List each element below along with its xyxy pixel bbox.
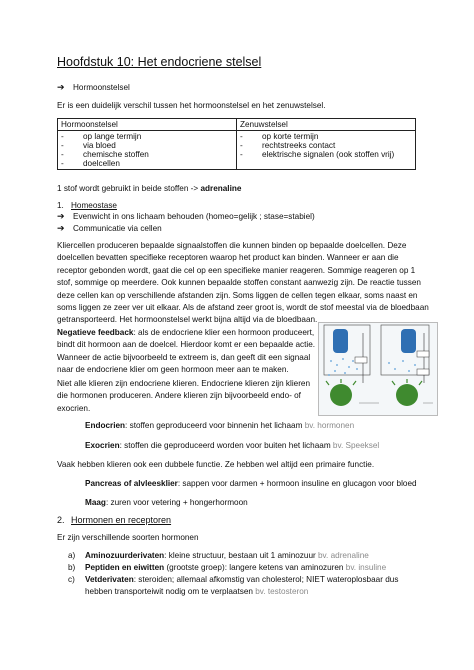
adrenaline-line: 1 stof wordt gebruikt in beide stoffen -> adrenaline <box>57 184 242 193</box>
target-cell-left <box>330 384 352 406</box>
target-cell-right <box>396 384 418 406</box>
hormone-type-c: Vetderivaten: steroiden; allemaal afkomstig van cholesterol; NIET wateroplosbaar dus <box>85 575 399 584</box>
list-item: - via bloed <box>61 141 116 150</box>
glands-paragraph: Niet alle klieren zijn endocriene klieren. Endocriene klieren zijn klieren die hormonen produceren. Andere klieren zijn bijvoorbeeld endo- of exocrien. <box>57 379 311 413</box>
diagram-illustration <box>319 323 437 415</box>
section-1-title: Homeostase <box>71 201 117 210</box>
hormone-type-c-continued: hebben transporteiwit nodig om te verplaatsen bv. testosteron <box>85 587 309 596</box>
table-cell-nerve <box>237 131 416 170</box>
section-2-intro: Er zijn verschillende soorten hormonen <box>57 533 199 542</box>
hormone-type-letter: c) <box>68 575 75 584</box>
arrow-right-icon: ➔ <box>57 82 65 92</box>
arrow-right-icon: ➔ <box>57 211 65 221</box>
list-item: - op lange termijn <box>61 132 142 141</box>
double-function-text: Vaak hebben klieren ook een dubbele functie. Ze hebben wel altijd een primaire functie. <box>57 460 375 469</box>
arrow-right-icon: ➔ <box>57 223 65 233</box>
gland-cell-left <box>333 329 348 353</box>
section-2-number: 2. <box>57 515 65 525</box>
pancreas-definition: Pancreas of alvleesklier: sappen voor darmen + hormoon insuline en glucagon voor bloed <box>85 479 417 488</box>
section-2-title: Hormonen en receptoren <box>71 515 172 525</box>
feedback-paragraph: Negatieve feedback: als de endocriene klier een hormoon produceert, bindt dit hormoon aan de doelcel. Hierdoor komt er een bepaalde actie. Wanneer de actie bijvoorbeeld te extreem is, dan geeft dit een signaal naar de endocriene klier om geen hormoon meer aan te maken. <box>57 328 316 375</box>
hormone-type-letter: a) <box>68 551 76 560</box>
endocrine-definition: Endocrien: stoffen geproduceerd voor binnenin het lichaam bv. hormonen <box>85 421 355 430</box>
page-title: Hoofdstuk 10: Het endocriene stelsel <box>57 55 262 69</box>
list-item: - doelcellen <box>61 159 120 168</box>
hormone-type-b: Peptiden en eiwitten (grootste groep): langere ketens van aminozuren bv. insuline <box>85 563 387 572</box>
section-1-number: 1. <box>57 201 64 210</box>
list-item: - elektrische signalen (ook stoffen vrij) <box>240 150 395 159</box>
list-item: - op korte termijn <box>240 132 319 141</box>
comparison-table <box>57 118 416 170</box>
section-1-bullet-2: Communicatie via cellen <box>73 224 162 233</box>
exocrine-definition: Exocrien: stoffen die geproduceerd worden voor buiten het lichaam bv. Speeksel <box>85 441 380 450</box>
table-header-nerve: Zenuwstelsel <box>237 119 416 131</box>
hormone-type-a: Aminozuurderivaten: kleine structuur, bestaan uit 1 aminozuur bv. adrenaline <box>85 551 369 560</box>
list-item: - rechtstreeks contact <box>240 141 336 150</box>
stomach-definition: Maag: zuren voor vetering + hongerhormoon <box>85 498 248 507</box>
intro-text: Er is een duidelijk verschil tussen het hormoonstelsel en het zenuwstelsel. <box>57 101 326 110</box>
section-1-bullet-1: Evenwicht in ons lichaam behouden (homeo=gelijk ; stase=stabiel) <box>73 212 315 221</box>
table-header-hormone: Hormoonstelsel <box>58 119 237 131</box>
table-cell-hormone <box>58 131 237 170</box>
intro-heading: Hormoonstelsel <box>73 83 130 92</box>
list-item: - chemische stoffen <box>61 150 149 159</box>
hormone-type-letter: b) <box>68 563 76 572</box>
homeostasis-paragraph: Kliercellen produceren bepaalde signaalstoffen die kunnen binden op bepaalde doelcellen. Deze doelcellen bevatten specifieke receptoren waarop het product kan binden. Wanneer er aan die receptor gebonden wordt, gaat die cel op een specifieke manier reageren. Sommige reageren op 1 stof, sommige op meerdere. Ook kunnen bepaalde stoffen constant aanwezig zijn. De reactie tussen deze cellen kan op verschillende afstanden zijn. Soms liggen de cellen tegen elkaar, soms naast en soms liggen ze zeer ver uit elkaar. Als de afstand zeer groot is, wordt de stof meestal via de bloedbaan getransporteerd. Het hormoonstelsel werkt bijna altijd via de bloedbaan. <box>57 241 429 325</box>
gland-cell-right <box>401 329 416 353</box>
negative-feedback-diagram <box>318 322 438 416</box>
